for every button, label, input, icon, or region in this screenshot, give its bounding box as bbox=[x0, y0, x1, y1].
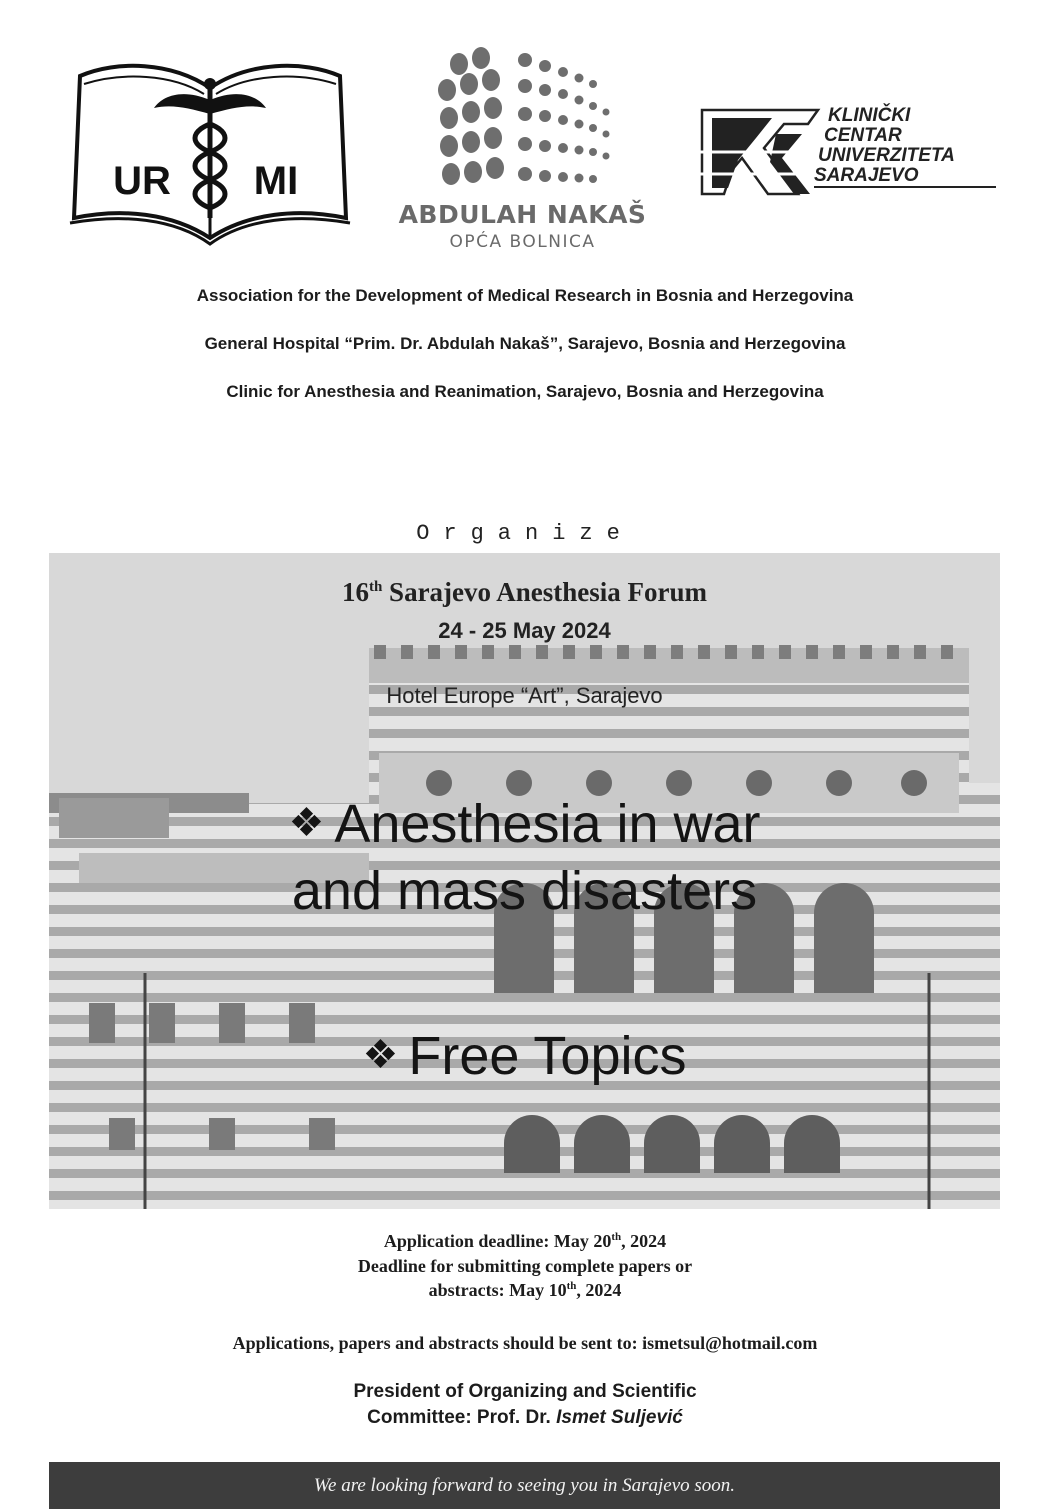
kcus-logo-line1: KLINIČKI bbox=[828, 105, 911, 126]
papers-deadline-line-1: Deadline for submitting complete papers or bbox=[357, 1256, 693, 1276]
hospital-logo bbox=[385, 50, 660, 255]
diamond-bullet-icon: ❖ bbox=[288, 801, 325, 845]
kcus-logo bbox=[698, 104, 1004, 200]
urmi-logo bbox=[62, 48, 358, 248]
organizer-line-2: General Hospital “Prim. Dr. Abdulah Nakaš”, Sarajevo, Bosnia and Herzegovina bbox=[204, 334, 846, 353]
topic-1-text: Anesthesia in war bbox=[334, 794, 761, 854]
hospital-dots-icon bbox=[385, 50, 660, 195]
topic-2-text: Free Topics bbox=[408, 1026, 687, 1086]
application-deadline-sup: th bbox=[611, 1231, 622, 1243]
topic-1-line-1 bbox=[49, 791, 1000, 856]
forum-name: Sarajevo Anesthesia Forum bbox=[389, 577, 708, 607]
kcus-k-icon bbox=[698, 104, 823, 200]
president-line-2 bbox=[0, 1407, 1050, 1429]
organize-label: Organize bbox=[416, 521, 634, 546]
president-name: Ismet Suljević bbox=[556, 1407, 683, 1428]
topic-1-line-2: and mass disasters bbox=[291, 861, 758, 921]
topic-2 bbox=[49, 1023, 1000, 1088]
papers-deadline-text: abstracts: May 10 bbox=[428, 1280, 567, 1300]
forum-title bbox=[49, 577, 1000, 608]
president-line-1: President of Organizing and Scientific bbox=[353, 1381, 697, 1402]
hospital-logo-name: ABDULAH NAKAŠ bbox=[398, 200, 647, 229]
forum-number: 16 bbox=[341, 577, 369, 607]
kcus-logo-line4: SARAJEVO bbox=[814, 166, 996, 188]
urmi-logo-left: UR bbox=[113, 159, 171, 203]
welcome-banner: We are looking forward to seeing you in Sarajevo soon. bbox=[49, 1462, 1000, 1509]
organizer-line-1: Association for the Development of Medical Research in Bosnia and Herzegovina bbox=[196, 286, 854, 305]
organizer-line-3: Clinic for Anesthesia and Reanimation, Sarajevo, Bosnia and Herzegovina bbox=[226, 382, 824, 401]
application-deadline bbox=[0, 1231, 1050, 1252]
forum-ordinal: th bbox=[368, 579, 383, 595]
papers-deadline-line-2 bbox=[0, 1280, 1050, 1301]
diamond-bullet-icon: ❖ bbox=[362, 1033, 399, 1077]
forum-dates: 24 - 25 May 2024 bbox=[438, 618, 611, 643]
forum-venue: Hotel Europe “Art”, Sarajevo bbox=[386, 683, 663, 708]
kcus-logo-line3: UNIVERZITETA bbox=[818, 145, 955, 166]
contact-line: Applications, papers and abstracts should be sent to: ismetsul@hotmail.com bbox=[232, 1333, 818, 1353]
urmi-logo-right: MI bbox=[253, 159, 299, 203]
president-title: Committee: Prof. Dr. bbox=[367, 1407, 557, 1428]
application-deadline-year: , 2024 bbox=[621, 1231, 667, 1251]
application-deadline-text: Application deadline: May 20 bbox=[383, 1231, 612, 1251]
kcus-logo-line2: CENTAR bbox=[824, 125, 902, 146]
papers-deadline-year: , 2024 bbox=[576, 1280, 622, 1300]
hospital-logo-sub: OPĆA BOLNICA bbox=[449, 232, 596, 252]
papers-deadline-sup: th bbox=[566, 1280, 577, 1292]
